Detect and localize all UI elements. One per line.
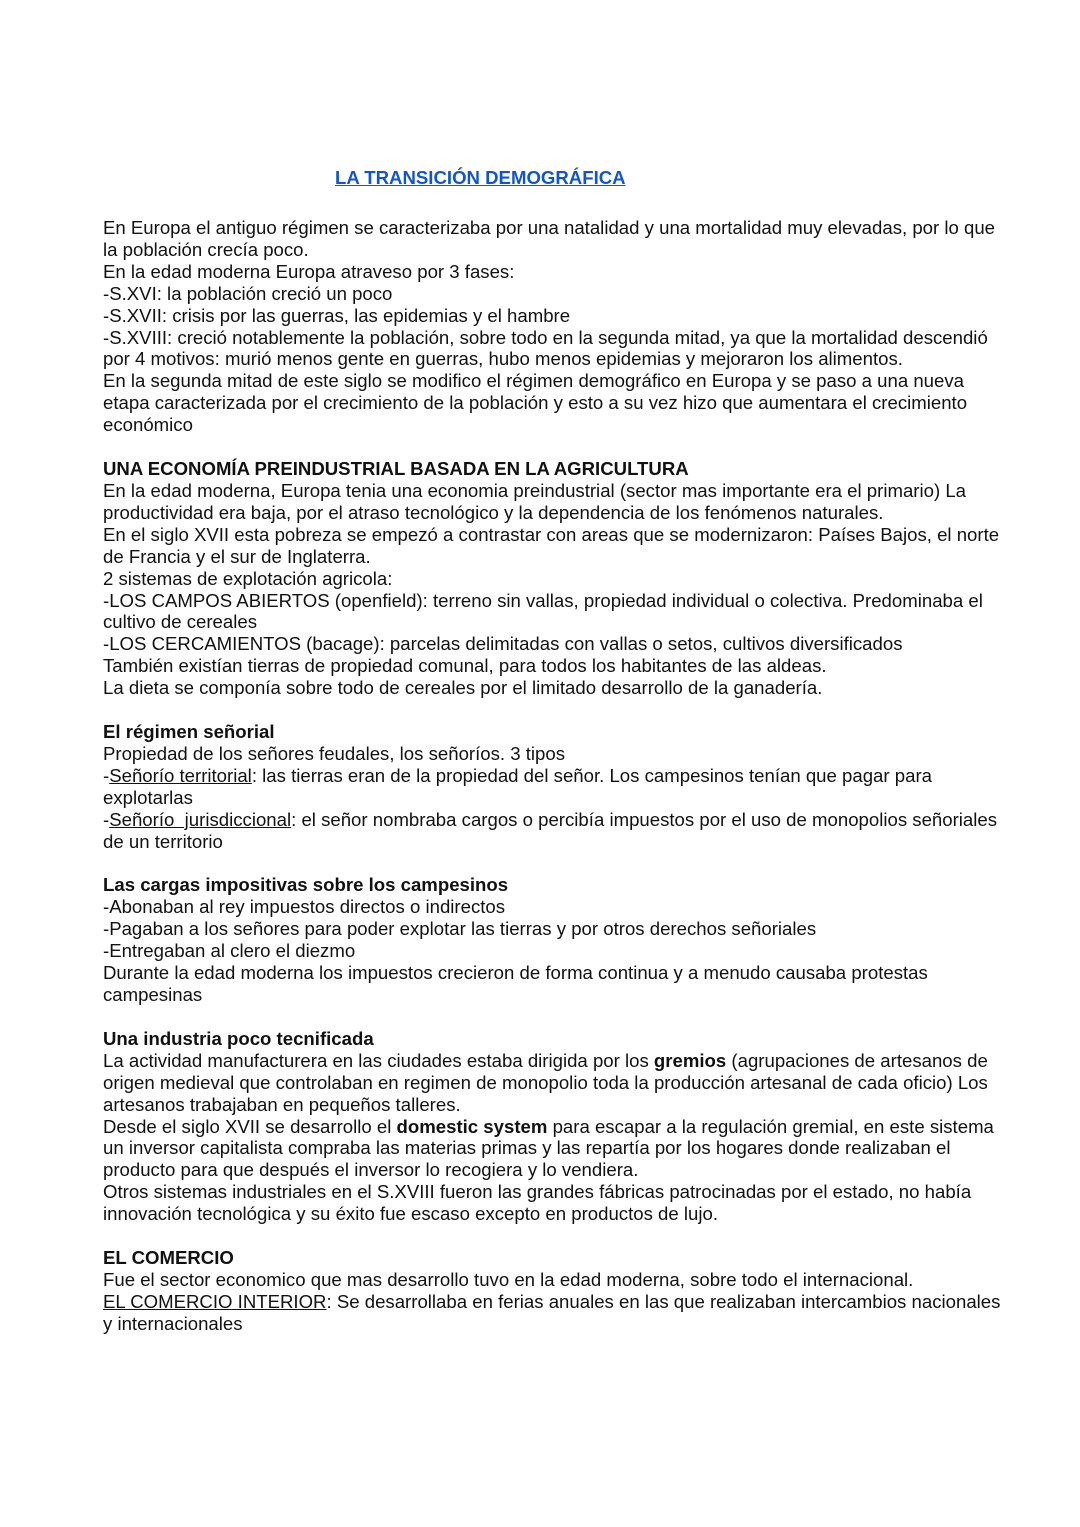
section-heading: EL COMERCIO (103, 1247, 234, 1269)
list-item: -S.XVIII: creció notablemente la población, sobre todo en la segunda mitad, ya que la mortalidad descendió por 4 motivos: murió menos gente en guerras, hubo menos epidemias y mejoraron los alimentos. (103, 326, 988, 370)
dash: - (103, 764, 110, 786)
economia-section (103, 458, 1003, 699)
list-item: -Entregaban al clero el diezmo (103, 940, 356, 962)
term-comercio-interior: EL COMERCIO INTERIOR (103, 1290, 327, 1312)
section-heading: Una industria poco tecnificada (103, 1027, 374, 1049)
list-item: -LOS CAMPOS ABIERTOS (openfield): terreno sin vallas, propiedad individual o colectiva. Predominaba el cultivo de cereales (103, 589, 983, 633)
text: para escapar a la regulación gremial, en este sistema un inversor capitalista compraba las materias primas y las repartía por los hogares donde realizaban el producto para que después el inversor lo recogiera y lo vendiera. (103, 1115, 994, 1181)
list-item: -S.XVII: crisis por las guerras, las epidemias y el hambre (103, 304, 571, 326)
document-title: LA TRANSICIÓN DEMOGRÁFICA (335, 167, 626, 188)
definition: : el señor nombraba cargos o percibía impuestos por el uso de monopolios señoriales de un territorio (103, 808, 998, 852)
paragraph: En la edad moderna Europa atraveso por 3 fases: (103, 260, 515, 282)
list-item: -LOS CERCAMIENTOS (bacage): parcelas delimitadas con vallas o setos, cultivos diversificados (103, 633, 903, 655)
list-item (103, 765, 1003, 809)
paragraph (103, 1116, 1003, 1182)
text: (agrupaciones de artesanos de origen medieval que controlaban en regimen de monopolio toda la producción artesanal de cada oficio) Los artesanos trabajaban en pequeños talleres. (103, 1049, 988, 1115)
paragraph: La dieta se componía sobre todo de cereales por el limitado desarrollo de la ganadería. (103, 677, 823, 699)
paragraph: Propiedad de los señores feudales, los señoríos. 3 tipos (103, 742, 566, 764)
paragraph: También existían tierras de propiedad comunal, para todos los habitantes de las aldeas. (103, 655, 827, 677)
cargas-section (103, 874, 1003, 1005)
paragraph: Fue el sector economico que mas desarrollo tuvo en la edad moderna, sobre todo el internacional. (103, 1268, 914, 1290)
paragraph: En Europa el antiguo régimen se caracterizaba por una natalidad y una mortalidad muy elevadas, por lo que la población crecía poco. (103, 217, 996, 260)
list-item: -Pagaban a los señores para poder explotar las tierras y por otros derechos señoriales (103, 918, 817, 940)
intro-section (103, 217, 1003, 436)
definition: : las tierras eran de la propiedad del señor. Los campesinos tenían que pagar para explotarlas (103, 764, 932, 808)
list-item (103, 809, 1003, 853)
paragraph (103, 1291, 1003, 1335)
text: La actividad manufacturera en las ciudades estaba dirigida por los (103, 1049, 654, 1071)
industria-section (103, 1028, 1003, 1225)
term-senorio-territorial: Señorío territorial (109, 764, 252, 786)
term-domestic-system: domestic system (396, 1115, 548, 1137)
dash: - (103, 808, 110, 830)
list-item: -Abonaban al rey impuestos directos o indirectos (103, 896, 506, 918)
list-item: -S.XVI: la población creció un poco (103, 282, 393, 304)
section-heading: UNA ECONOMÍA PREINDUSTRIAL BASADA EN LA AGRICULTURA (103, 458, 689, 480)
paragraph (103, 1050, 1003, 1116)
paragraph: En el siglo XVII esta pobreza se empezó a contrastar con areas que se modernizaron: Países Bajos, el norte de Francia y el sur de Inglaterra. (103, 523, 1000, 567)
paragraph: En la segunda mitad de este siglo se modifico el régimen demográfico en Europa y se paso a una nueva etapa caracterizada por el crecimiento de la población y esto a su vez hizo que aumentara el crecimiento económico (103, 370, 968, 436)
comercio-section (103, 1247, 1003, 1335)
definition: : Se desarrollaba en ferias anuales en las que realizaban intercambios nacionales y internacionales (103, 1290, 1001, 1334)
text: Desde el siglo XVII se desarrollo el (103, 1115, 397, 1137)
term-senorio-jurisdiccional: Señorío jurisdiccional (109, 808, 292, 830)
paragraph: Durante la edad moderna los impuestos crecieron de forma continua y a menudo causaba protestas campesinas (103, 962, 928, 1005)
document-page (103, 166, 1003, 1335)
term-gremios: gremios (653, 1049, 727, 1071)
section-heading: El régimen señorial (103, 721, 275, 743)
paragraph: En la edad moderna, Europa tenia una economia preindustrial (sector mas importante era el primario) La productividad era baja, por el atraso tecnológico y la dependencia de los fenómenos naturales. (103, 479, 967, 523)
paragraph: 2 sistemas de explotación agricola: (103, 567, 393, 589)
senorial-section (103, 721, 1003, 852)
section-heading: Las cargas impositivas sobre los campesinos (103, 874, 509, 896)
paragraph: Otros sistemas industriales en el S.XVIII fueron las grandes fábricas patrocinadas por el estado, no había innovación tecnológica y su éxito fue escaso excepto en productos de lujo. (103, 1181, 972, 1225)
